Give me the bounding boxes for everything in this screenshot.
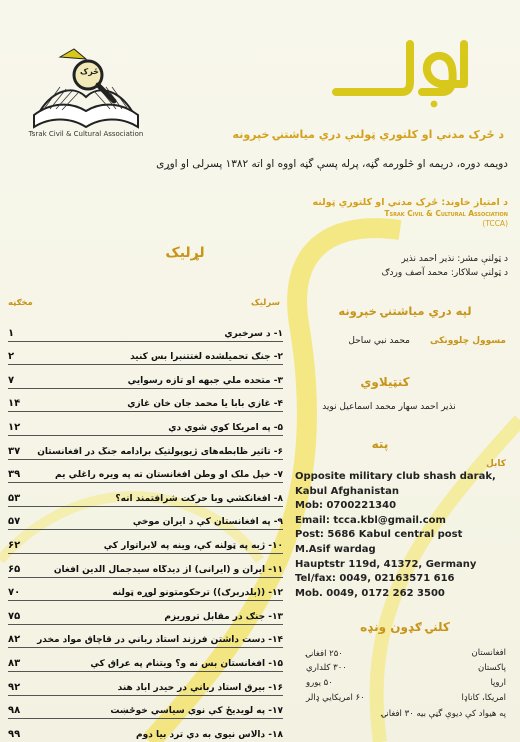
toc-page-number: ۹۸ <box>8 705 21 717</box>
toc-page-number: ۵۳ <box>8 492 21 504</box>
toc-entry-title: ۱۲- ((بلدربرګ)) ترحکومتونو لوړه ټولنه <box>112 588 283 599</box>
address-title: پته <box>371 437 389 451</box>
editorial-title: لپه دري میاشتنۍ خپرونه <box>338 304 472 318</box>
toc-row[interactable] <box>8 389 283 413</box>
toc-entry-title: ۱۵- افغانستان بس نه و؟ ویتنام په عراق کې <box>90 658 283 669</box>
price-row <box>306 678 506 693</box>
address-line: Mob. 0049, 0172 262 3500 <box>295 587 445 599</box>
toc-entry-title: ۶- تاثیر ظابطه‌های ژیوپولتیک برادامه جنگ در افغانستان <box>37 446 283 457</box>
toc-row[interactable] <box>8 554 283 578</box>
toc-row[interactable] <box>8 460 283 484</box>
toc-list <box>8 318 283 742</box>
toc-row[interactable] <box>8 625 283 649</box>
price-value: ۲۵۰ افغانۍ <box>306 649 343 659</box>
issue-period: دویمه دوره، دریمه او څلورمه گڼه، پرله پسې گڼه اووه او اته ۱۳۸۲ پسرلی او اوړی <box>156 158 508 170</box>
toc-entry-title: ۳- متحده ملي جبهه او تازه رسوایي <box>127 375 283 386</box>
toc-row[interactable] <box>8 601 283 625</box>
toc-entry-title: ۱۴- دست داشتن فرزند استاد رباني در قاچاق مواد مخدر <box>37 635 283 646</box>
email-link[interactable]: Email: tcca.kbl@gmail.com <box>295 514 446 526</box>
address-city: کابل <box>485 459 506 469</box>
toc-row[interactable] <box>8 507 283 531</box>
address-line: Kabul Afghanistan <box>295 485 399 497</box>
address-block <box>295 470 510 601</box>
toc-page-number: ۵۷ <box>8 516 21 528</box>
logo-caption: Tsrak Civil & Cultural Association <box>28 130 144 138</box>
toc-page-number: ۳۷ <box>8 445 21 457</box>
toc-page-header: مخګڼه <box>8 298 33 308</box>
toc-row[interactable] <box>8 696 283 720</box>
prices-table <box>306 648 506 723</box>
address-line: Mob: 0700221340 <box>295 500 397 512</box>
editor-label: مسوول چلوونکی <box>429 336 506 346</box>
toc-page-number: ۷۵ <box>8 610 21 622</box>
toc-row[interactable] <box>8 530 283 554</box>
address-line: Tel/fax: 0049, 02163571 616 <box>295 573 455 585</box>
toc-entry-title: ۱۱- ایران و (ایرانی) از دیدگاه سیدجمال الدین افغان <box>53 564 283 575</box>
toc-row[interactable] <box>8 412 283 436</box>
toc-title-header: سرلیک <box>250 298 280 308</box>
toc-page-number: ۹۹ <box>8 728 21 740</box>
toc-page-number: ۶۵ <box>8 563 21 575</box>
toc-entry-title: ۱۷- په لویدیځ کې نوې سیاسي خوځښت <box>110 706 283 717</box>
price-value: ۶۰ امریکایي ډالر <box>306 693 365 703</box>
toc-page-number: ۸۲ <box>8 634 21 646</box>
toc-entry-title: ۱- د سرخبري <box>224 328 283 339</box>
toc-page-number: ۱۲ <box>8 421 21 433</box>
toc-entry-title: ۱۰- ژبه په ټولنه کې، وینه په لابراتوار کې <box>103 540 283 551</box>
toc-row[interactable] <box>8 578 283 602</box>
toc-page-number: ۳۹ <box>8 469 21 481</box>
toc-page-number: ۶۲ <box>8 539 21 551</box>
ownership-label: د امتیاز خاوند: ځرک مدني او کلتوري ټولنه <box>312 197 508 208</box>
toc-entry-title: ۱۶- بیرق استاد رباني در حیدر آباد هند <box>117 682 283 693</box>
toc-entry-title: ۱۳- جنګ در مقابل تروریزم <box>164 611 283 622</box>
price-row <box>306 648 506 663</box>
masthead-logo <box>330 30 470 110</box>
toc-row[interactable] <box>8 672 283 696</box>
toc-page-number: ۱۴ <box>8 398 21 410</box>
ownership-abbr: (TCCA) <box>482 219 508 228</box>
price-row <box>306 663 506 678</box>
toc-entry-title: ۹- په افغانستان کې د ایران موخې <box>132 517 283 528</box>
price-row <box>306 693 506 708</box>
toc-row[interactable] <box>8 318 283 342</box>
toc-entry-title: ۵- په امریکا کوي شوي دي <box>168 422 283 433</box>
price-value: ۵۰ یورو <box>306 678 333 688</box>
toc-row[interactable] <box>8 719 283 742</box>
toc-entry-title: ۲- جنګ تحمیلشده لغتتنبرا بس کنید <box>130 352 283 363</box>
toc-row[interactable] <box>8 365 283 389</box>
toc-page-number: ۱ <box>8 327 15 339</box>
price-value: ۳۰۰ کلداري <box>306 663 347 673</box>
contributors-names: نذیر احمد سهار محمد اسماعیل نوید <box>322 402 456 412</box>
ownership-english: Tsrak Civil & Cultural Association <box>384 209 508 218</box>
toc-page-number: ۸۳ <box>8 657 21 669</box>
toc-row[interactable] <box>8 342 283 366</box>
price-country: پاکستان <box>478 663 506 673</box>
toc-entry-title: ۸- افغانکشي وبا حرکت شرافتمند انه؟ <box>115 493 283 504</box>
price-country: امریکا، کاناډا <box>461 693 506 703</box>
toc-entry-title: ۴- غازي بابا یا محمد جان خان غازي <box>127 399 283 410</box>
toc-entry-title: ۱۸- دالاس نیوې به دي ترد بیا دوم <box>136 729 283 740</box>
contributors-title: کنټیلاوي <box>360 375 410 389</box>
toc-page-number: ۷ <box>8 374 15 386</box>
toc-title: لړلیک <box>165 245 205 261</box>
book-logo-icon <box>30 45 142 140</box>
address-line: M.Asif wardag <box>295 543 376 555</box>
toc-row[interactable] <box>8 483 283 507</box>
masthead-subtitle: د ځرک مدني او کلتوري ټولنې دري میاشتنۍ خپرونه <box>232 128 504 141</box>
staff-advisor: د ټولنې سلاکار: محمد آصف وردګ <box>381 268 508 278</box>
logo-badge: ځرک <box>80 67 99 76</box>
price-country: اروپا <box>490 678 506 688</box>
toc-page-number: ۹۲ <box>8 681 21 693</box>
price-country: افغانستان <box>471 648 506 658</box>
toc-page-number: ۷۰ <box>8 587 21 599</box>
toc-row[interactable] <box>8 648 283 672</box>
staff-chairman: د ټولنې مشر: نذیر احمد نذیر <box>401 254 508 264</box>
toc-entry-title: ۷- خپل ملک او وطن افغانستان ته په ویره راغلي یم <box>55 470 283 481</box>
price-note-text: په هیواد کې دیوې گڼې بیه ۳۰ افغانۍ <box>381 709 506 719</box>
prices-title: کلنۍ ګډون ونډه <box>360 620 450 634</box>
editor-name: محمد نبي ساحل <box>348 336 410 346</box>
address-line: Hauptstr 119d, 41372, Germany <box>295 558 477 570</box>
address-line: Opposite military club shash darak, <box>295 471 496 482</box>
price-note <box>306 708 506 723</box>
toc-page-number: ۲ <box>8 351 15 363</box>
address-line: Post: 5686 Kabul central post <box>295 529 463 541</box>
toc-row[interactable] <box>8 436 283 460</box>
